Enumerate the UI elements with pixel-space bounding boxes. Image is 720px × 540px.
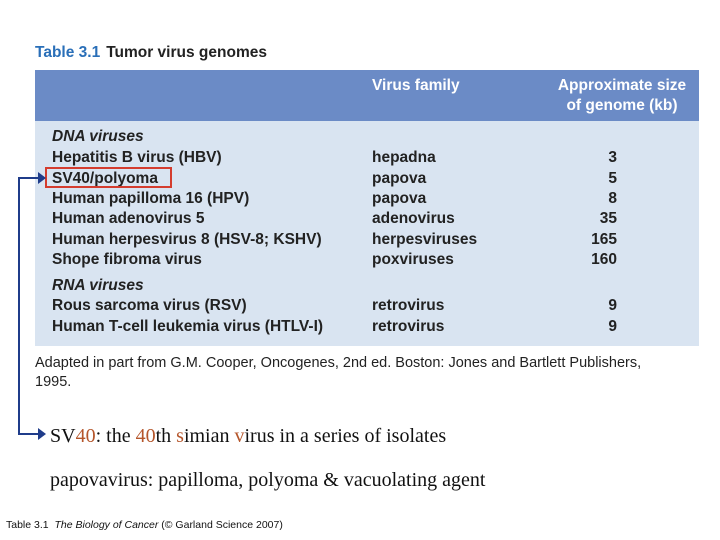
section-label-rna: RNA viruses	[52, 277, 144, 294]
column-header-family: Virus family	[372, 77, 460, 94]
table-row-size: 35	[599, 210, 617, 227]
credit-copyright: (© Garland Science 2007)	[161, 519, 283, 531]
column-header-size	[533, 76, 711, 116]
note-highlight: 40	[75, 425, 96, 447]
table-row-name: Human T-cell leukemia virus (HTLV-I)	[52, 318, 324, 335]
connector-bracket	[18, 177, 44, 435]
credit-book: The Biology of Cancer	[54, 519, 159, 531]
table-row-family: papova	[372, 170, 427, 187]
table-row-family: retrovirus	[372, 318, 445, 335]
table-row-size: 9	[608, 297, 617, 314]
table-row-name: Human adenovirus 5	[52, 210, 205, 227]
table-title	[35, 44, 267, 62]
sv40-highlight-box	[45, 167, 172, 188]
table-row-family: poxviruses	[372, 251, 454, 268]
note-text: th	[155, 425, 177, 447]
table-row-family: herpesviruses	[372, 231, 478, 248]
sv40-explanation	[50, 425, 446, 448]
note-highlight: 40	[135, 425, 156, 447]
table-row-size: 8	[608, 190, 617, 207]
table-row-name: Shope fibroma virus	[52, 251, 202, 268]
table-header	[35, 70, 699, 121]
note-text: irus in a series of isolates	[244, 425, 447, 447]
note-text: imian	[183, 425, 235, 447]
table-row-size: 9	[608, 318, 617, 335]
credit-label: Table 3.1	[6, 519, 49, 531]
table-row-name: Hepatitis B virus (HBV)	[52, 149, 222, 166]
note-text: : the	[95, 425, 136, 447]
table-row-family: hepadna	[372, 149, 436, 166]
table-row-family: adenovirus	[372, 210, 455, 227]
table-row-size: 5	[608, 170, 617, 187]
note-highlight: v	[234, 425, 245, 447]
column-header-size-line2: of genome (kb)	[566, 97, 678, 114]
section-label-dna: DNA viruses	[52, 128, 144, 145]
table-row-size: 160	[591, 251, 617, 268]
note-text: SV	[50, 425, 76, 447]
arrow-right-icon	[38, 172, 46, 184]
table-row-name: Rous sarcoma virus (RSV)	[52, 297, 247, 314]
table-row-family: papova	[372, 190, 427, 207]
table-row-size: 165	[591, 231, 617, 248]
arrow-right-icon	[38, 428, 46, 440]
table-row-name: Human papilloma 16 (HPV)	[52, 190, 250, 207]
note-highlight: s	[176, 425, 184, 447]
column-header-size-line1: Approximate size	[557, 77, 687, 94]
figure-credit	[6, 519, 283, 531]
table-row-size: 3	[608, 149, 617, 166]
table-row-name: Human herpesvirus 8 (HSV-8; KSHV)	[52, 231, 322, 248]
source-note: Adapted in part from G.M. Cooper, Oncogenes, 2nd ed. Boston: Jones and Bartlett Publishers, 1995.	[35, 355, 642, 390]
papovavirus-explanation: papovavirus: papilloma, polyoma & vacuolating agent	[50, 469, 486, 491]
table-title-text: Tumor virus genomes	[106, 44, 267, 61]
table-row-family: retrovirus	[372, 297, 445, 314]
table-number: Table 3.1	[35, 44, 101, 61]
virus-table	[35, 70, 699, 346]
table-row-name: SV40/polyoma	[52, 170, 158, 187]
